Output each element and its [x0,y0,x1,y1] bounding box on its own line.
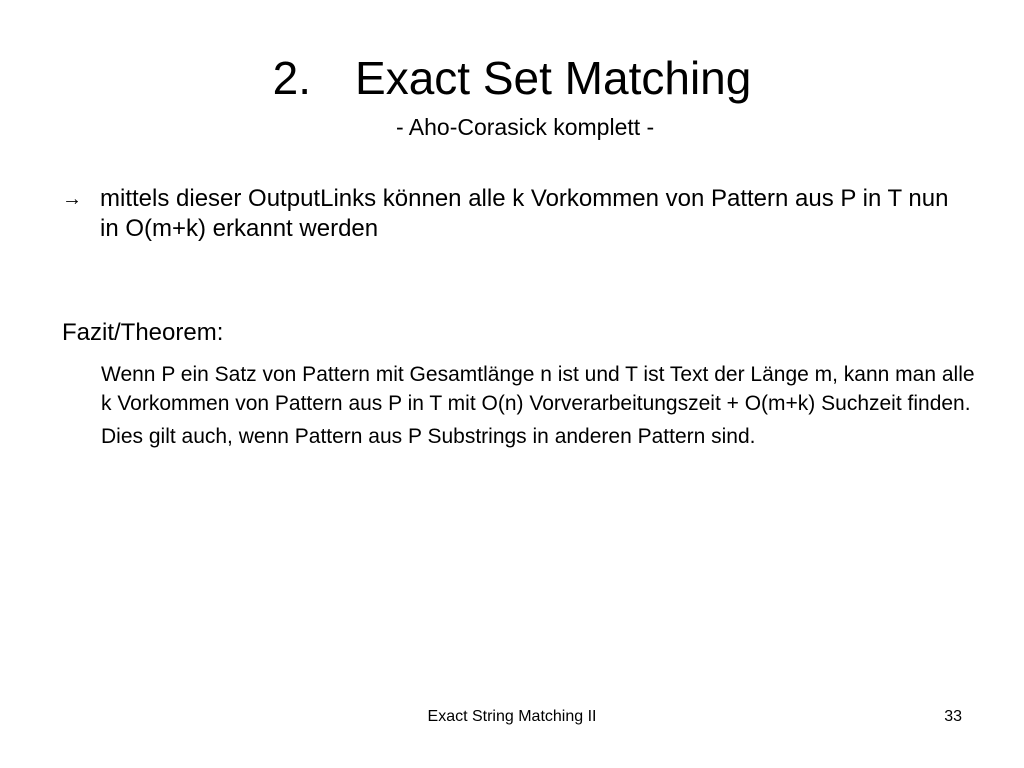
slide-title [0,50,1024,106]
slide-subtitle: - Aho-Corasick komplett - [396,114,655,140]
fazit-heading: Fazit/Theorem: [62,319,224,346]
theorem-block [101,360,981,455]
bullet-text: mittels dieser OutputLinks können alle k Vorkommen von Pattern aus P in T nun in O(m+k) erkannt werden [100,185,949,242]
theorem-paragraph: Wenn P ein Satz von Pattern mit Gesamtlänge n ist und T ist Text der Länge m, kann man alle k Vorkommen von Pattern aus P in T mit O(n) Vorverarbeitungszeit + O(m+k) Suchzeit finden. [101,363,975,415]
bullet-item [62,184,962,244]
footer-title: Exact String Matching II [427,708,597,725]
title-text: Exact Set Matching [355,52,752,104]
page-number: 33 [944,708,962,725]
arrow-right-icon: → [62,188,82,210]
theorem-paragraph: Dies gilt auch, wenn Pattern aus P Substrings in anderen Pattern sind. [101,425,756,448]
title-number: 2. [272,52,312,104]
